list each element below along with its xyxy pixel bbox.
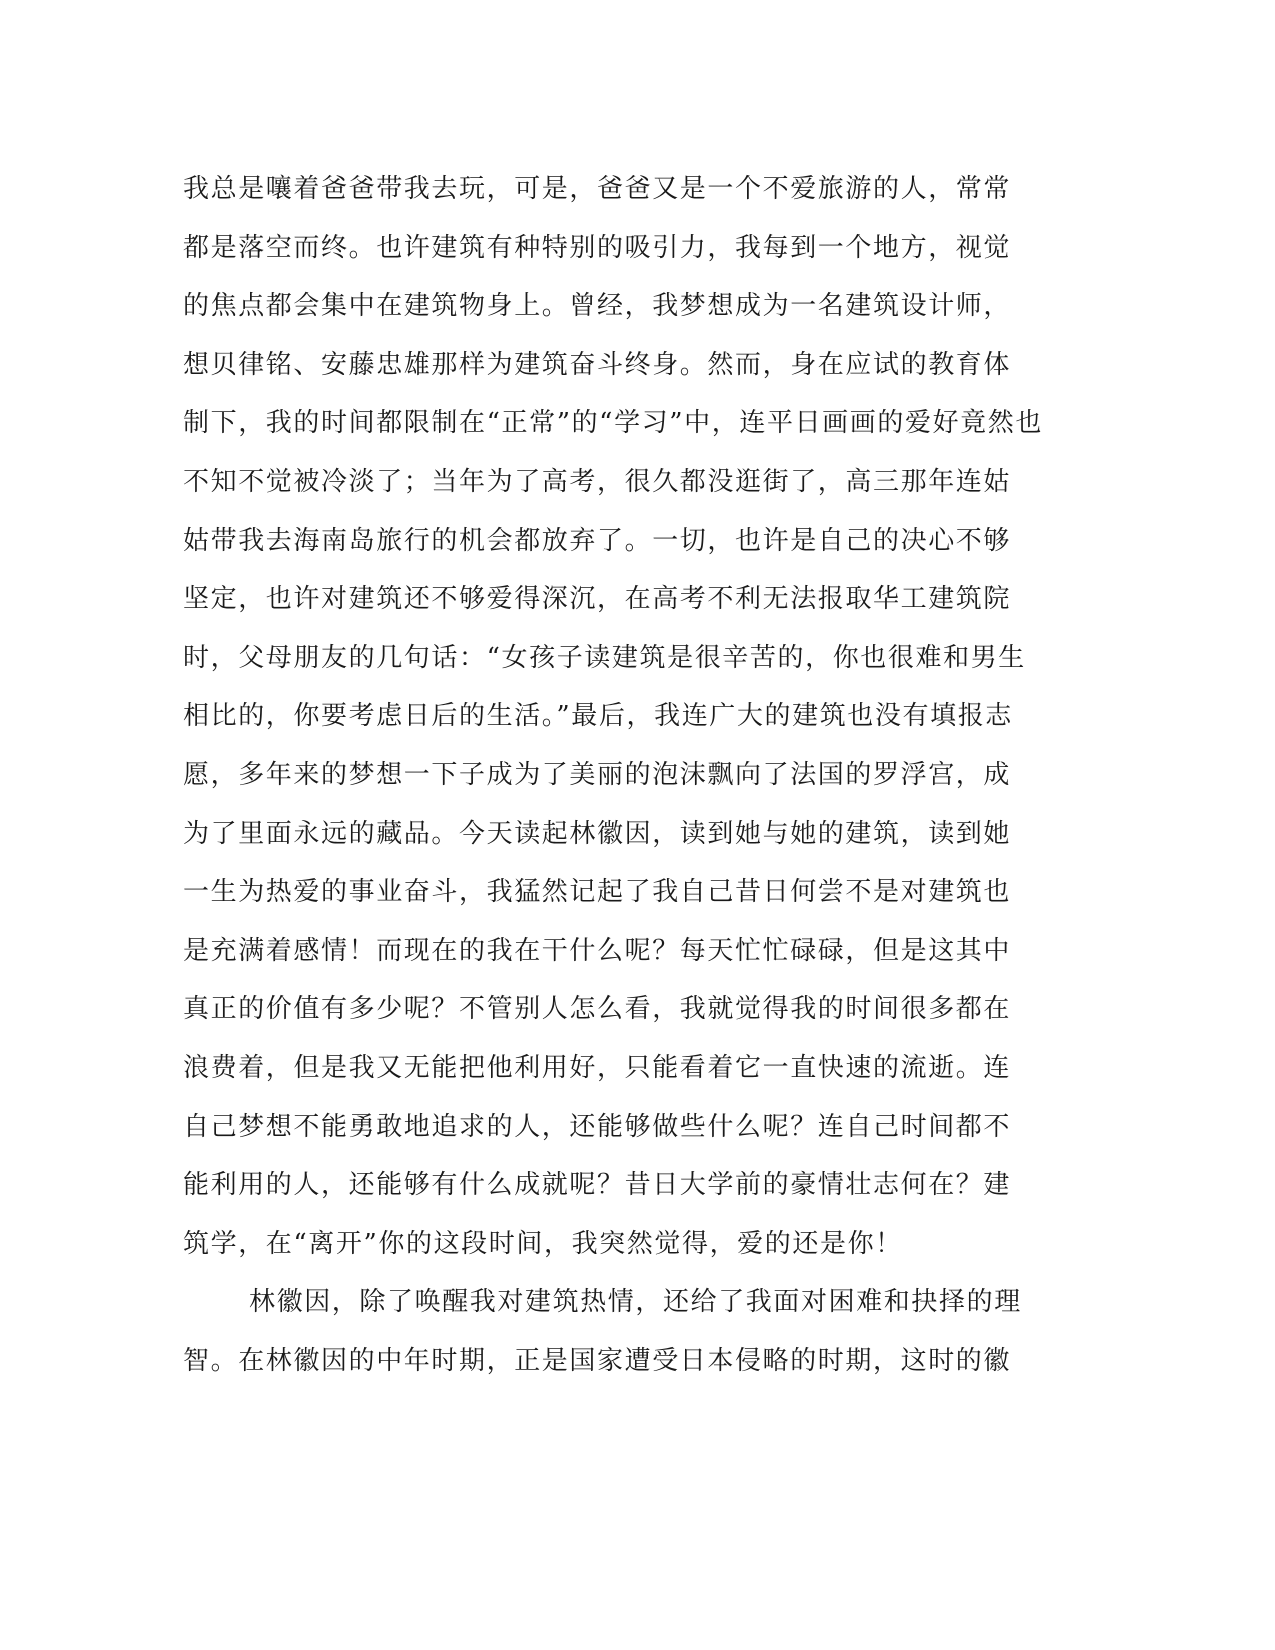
text-line: 浪费着，但是我又无能把他利用好，只能看着它一直快速的流逝。连 [183,1052,1012,1083]
text-line: 智。在林徽因的中年时期，正是国家遭受日本侵略的时期，这时的徽 [183,1345,1012,1376]
text-line: 的焦点都会集中在建筑物身上。曾经，我梦想成为一名建筑设计师， [183,291,1012,322]
text-line: 自己梦想不能勇敢地追求的人，还能够做些什么呢？连自己时间都不 [183,1111,1012,1142]
text-line: 能利用的人，还能够有什么成就呢？昔日大学前的豪情壮志何在？建 [183,1170,1012,1201]
text-line: 筑学，在“离开”你的这段时间，我突然觉得，爱的还是你！ [183,1228,903,1259]
text-line: 愿，多年来的梦想一下子成为了美丽的泡沫飘向了法国的罗浮宫，成 [183,759,1012,790]
text-line: 真正的价值有多少呢？不管别人怎么看，我就觉得我的时间很多都在 [183,994,1012,1025]
text-line: 我总是嚷着爸爸带我去玩，可是，爸爸又是一个不爱旅游的人，常常 [183,174,1012,204]
text-line: 是充满着感情！而现在的我在干什么呢？每天忙忙碌碌，但是这其中 [183,935,1012,966]
text-line: 姑带我去海南岛旅行的机会都放弃了。一切，也许是自己的决心不够 [183,525,1012,556]
body-text [183,160,1043,1390]
text-line: 坚定，也许对建筑还不够爱得深沉，在高考不利无法报取华工建筑院 [183,584,1012,615]
text-line: 为了里面永远的藏品。今天读起林徽因，读到她与她的建筑，读到她 [183,818,1012,849]
text-line: 一生为热爱的事业奋斗，我猛然记起了我自己昔日何尝不是对建筑也 [183,877,1012,908]
paragraph-start-line: 林徽因，除了唤醒我对建筑热情，还给了我面对困难和抉择的理 [249,1287,1022,1318]
text-line: 想贝律铭、安藤忠雄那样为建筑奋斗终身。然而，身在应试的教育体 [183,349,1012,380]
text-line: 制下，我的时间都限制在“正常”的“学习”中，连平日画画的爱好竟然也 [183,408,1043,439]
text-line: 相比的，你要考虑日后的生活。”最后，我连广大的建筑也没有填报志 [183,701,1013,732]
text-line: 时，父母朋友的几句话：“女孩子读建筑是很辛苦的，你也很难和男生 [183,642,1026,673]
text-line: 不知不觉被冷淡了；当年为了高考，很久都没逛街了，高三那年连姑 [183,466,1012,497]
text-line: 都是落空而终。也许建筑有种特别的吸引力，我每到一个地方，视觉 [183,232,1012,263]
